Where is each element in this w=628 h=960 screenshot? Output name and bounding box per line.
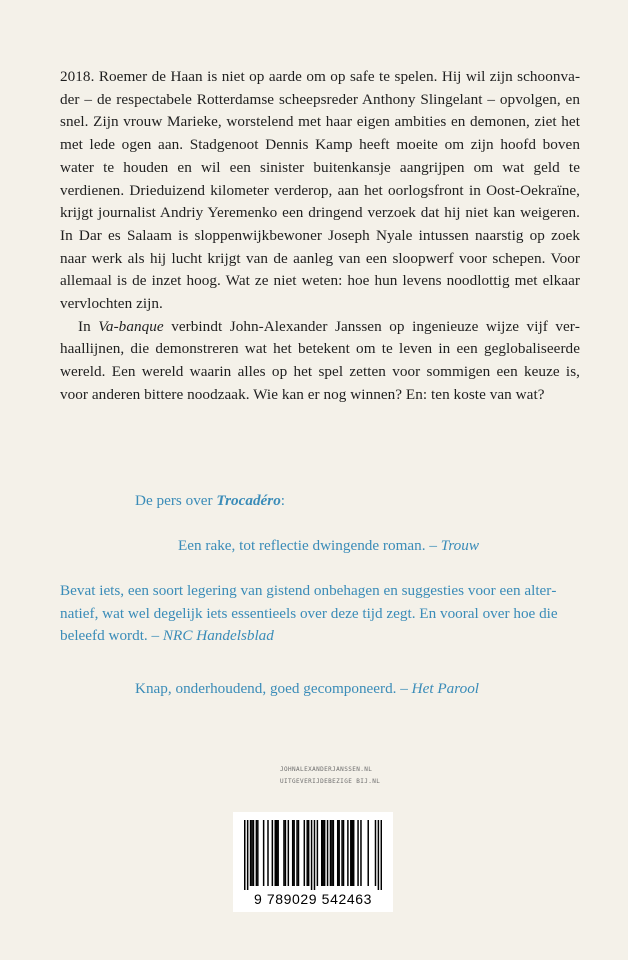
barcode-bar bbox=[338, 820, 340, 886]
quote-source: NRC Handelsblad bbox=[162, 627, 274, 645]
press-heading bbox=[135, 490, 285, 513]
barcode-bar bbox=[272, 820, 274, 886]
barcode-bar bbox=[314, 820, 316, 890]
barcode-bar bbox=[292, 820, 294, 886]
barcode-bar bbox=[331, 820, 333, 886]
barcode-bar bbox=[251, 820, 253, 886]
book-title: Va-banque bbox=[98, 317, 164, 335]
press-heading-title: Trocadéro bbox=[216, 492, 281, 509]
barcode-bar bbox=[350, 820, 352, 886]
barcode-bar bbox=[247, 820, 249, 890]
isbn-number: 9 789029 542463 bbox=[254, 891, 372, 907]
barcode-bar bbox=[298, 820, 300, 886]
publisher-website: UITGEVERIJDEBEZIGE BIJ.NL bbox=[280, 778, 381, 785]
press-heading-prefix: De pers over bbox=[135, 492, 217, 509]
barcode-bar bbox=[263, 820, 265, 886]
barcode-bar bbox=[256, 820, 258, 886]
barcode-bar bbox=[337, 820, 339, 886]
barcode-bar bbox=[296, 820, 298, 886]
barcode-bars bbox=[244, 820, 382, 890]
barcode-bar bbox=[277, 820, 279, 886]
quote-source: Trouw bbox=[440, 537, 479, 554]
barcode-bar bbox=[253, 820, 255, 886]
press-quote-nrc bbox=[60, 580, 580, 648]
barcode-bar bbox=[321, 820, 323, 886]
blurb-paragraph-1: 2018. Roemer de Haan is niet op aarde om op safe te spelen. Hij wil zijn schoonvader – de respectabele Rotterdamse scheepsreder Anthony Slingelant – opvolgen, en snel. Zijn vrouw Marieke, worstelend met haar eigen ambities en demonen, ziet het met lede ogen aan. Stadgenoot Dennis Kamp heeft moeite om zijn hoofd boven water te houden en wil een sinister buitenkansje aangrijpen om wat geld te verdienen. Drieduizend kilometer verderop, aan het oorlogsfront in Oost-Oekraïne, krijgt journalist Andriy Yeremenko een dringend verzoek dat hij niet kan weigeren. In Dar es Salaam is sloppenwijkbewoner Joseph Nyale intussen naarstig op zoek naar werk als hij lucht krijgt van de aanleg van een sloopwerf voor schepen. Voor allemaal is de inzet hoog. Wat ze niet weten: hoe hun levens noodlottig met elkaar vervlochten zijn. bbox=[60, 68, 580, 313]
barcode-bar bbox=[250, 820, 252, 886]
barcode-bar bbox=[375, 820, 377, 886]
press-quote-parool bbox=[135, 678, 479, 701]
barcode-bar bbox=[244, 820, 246, 890]
barcode-bar bbox=[308, 820, 310, 886]
barcode-bar bbox=[327, 820, 329, 886]
quote-text: Bevat iets, een soort legering van gistend onbehagen en suggesties voor een alternatief, wat wel degelijk iets essentieels over deze tijd zegt. En vooral over hoe die beleefd wordt. – bbox=[60, 582, 558, 645]
barcode-bar bbox=[360, 820, 362, 886]
barcode-bar bbox=[267, 820, 269, 886]
press-quote-trouw bbox=[178, 535, 479, 558]
barcode-bar bbox=[275, 820, 277, 886]
blurb-p2-rest: verbindt John-Alexander Janssen op ingenieuze wijze vijf verhaallijnen, die demonstreren wat het betekent om te leven in een geglobaliseerde wereld. Een wereld waarin alles op het spel zetten voor sommigen een keuze is, voor anderen bittere noodzaak. Wie kan er nog winnen? En: ten koste van wat? bbox=[60, 317, 580, 403]
barcode-bar bbox=[333, 820, 335, 886]
barcode-bar bbox=[285, 820, 287, 886]
blurb-p2-intro: In bbox=[78, 317, 99, 335]
barcode-bar bbox=[343, 820, 345, 886]
barcode-bar bbox=[283, 820, 285, 886]
barcode-bar bbox=[351, 820, 353, 886]
quote-source: Het Parool bbox=[411, 680, 480, 697]
barcode-bar bbox=[276, 820, 278, 886]
barcode-bar bbox=[347, 820, 349, 886]
barcode-bar bbox=[357, 820, 359, 886]
barcode-bar bbox=[381, 820, 382, 890]
quote-text: Een rake, tot reflectie dwingende roman. – bbox=[178, 537, 441, 554]
barcode-bar bbox=[322, 820, 324, 886]
press-heading-suffix: : bbox=[280, 492, 286, 509]
barcode-graphic bbox=[244, 820, 382, 890]
quote-text: Knap, onderhoudend, goed gecomponeerd. – bbox=[135, 680, 412, 697]
barcode-bar bbox=[317, 820, 319, 886]
barcode-bar bbox=[293, 820, 295, 886]
barcode-bar bbox=[257, 820, 259, 886]
barcode-bar bbox=[330, 820, 332, 886]
blurb-paragraph-2 bbox=[60, 316, 580, 407]
barcode-bar bbox=[304, 820, 306, 886]
barcode-bar bbox=[367, 820, 369, 886]
barcode-bar bbox=[306, 820, 308, 886]
barcode-bar bbox=[353, 820, 355, 886]
barcode-bar bbox=[341, 820, 343, 886]
barcode-bar bbox=[288, 820, 290, 886]
barcode-bar bbox=[378, 820, 380, 890]
back-cover-blurb bbox=[60, 66, 580, 407]
barcode-bar bbox=[311, 820, 313, 890]
isbn-barcode bbox=[233, 812, 393, 912]
barcode-bar bbox=[324, 820, 326, 886]
author-website: JOHNALEXANDERJANSSEN.NL bbox=[280, 766, 373, 773]
